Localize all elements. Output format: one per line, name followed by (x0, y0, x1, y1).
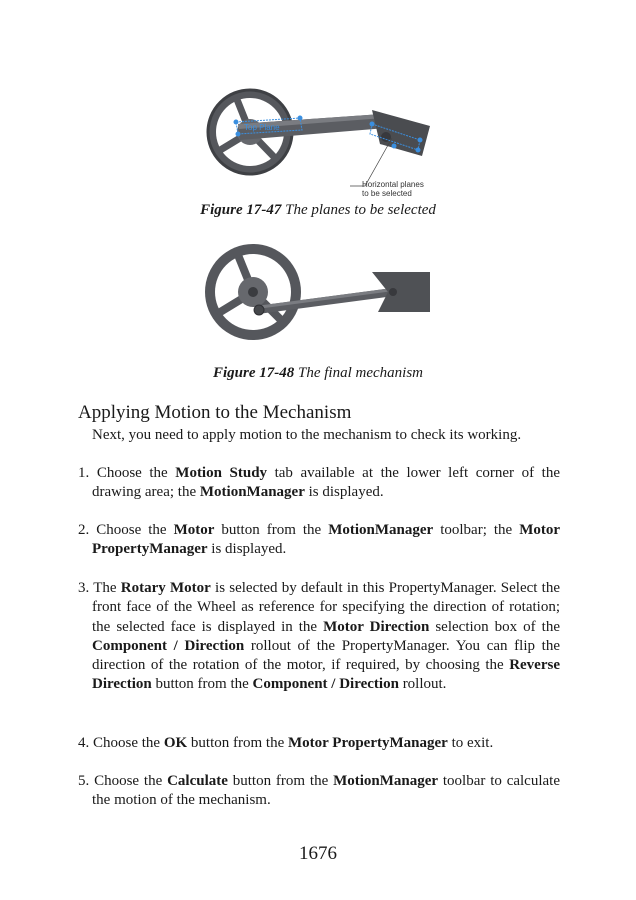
figure-17-48-caption (0, 365, 636, 382)
ui-term: MotionManager (333, 773, 439, 789)
section-intro: Next, you need to apply motion to the mechanism to check its working. (92, 427, 522, 443)
ui-term: Calculate (167, 773, 228, 789)
ui-term: MotionManager (328, 522, 434, 538)
step-number: 5. (78, 773, 90, 789)
final-wheel-shape (205, 244, 301, 340)
annotation-line-2: to be selected (362, 189, 412, 198)
figure-17-48-image (200, 242, 435, 344)
plane-label: Top Plane (244, 123, 280, 132)
ui-term: Reverse Direction (92, 657, 560, 693)
figure-caption-text: The final mechanism (298, 365, 423, 381)
step-1 (78, 464, 560, 503)
step-number: 1. (78, 465, 90, 481)
step-text: is displayed. (304, 484, 384, 501)
figure-caption-text: The planes to be selected (285, 202, 436, 218)
ui-term: Component / Direction (92, 637, 245, 654)
ui-term: Component / Direction (252, 676, 399, 693)
annotation-line-1: Horizontal planes (362, 180, 424, 189)
step-text: rollout of the PropertyManager. You can flip the direction of the rotation of the motor, if required, by choosing the (92, 637, 560, 674)
ui-term: Motor PropertyManager (288, 735, 448, 751)
step-text: tab available at the lower left corner of the drawing area; the (92, 465, 560, 501)
step-text: toolbar; the (433, 522, 520, 538)
ui-term: Rotary Motor (120, 580, 211, 596)
ui-term: Motion Study (175, 465, 268, 481)
ui-term: Motor (173, 522, 215, 538)
step-text: Choose the (89, 465, 176, 481)
step-text: Choose the (89, 735, 164, 751)
figure-number: Figure 17-47 (200, 202, 282, 218)
figure-17-47-image (200, 82, 440, 200)
step-2 (78, 521, 560, 560)
step-text: Choose the (89, 522, 174, 538)
step-text: to exit. (447, 735, 494, 751)
figure-number: Figure 17-48 (212, 365, 295, 381)
step-text: rollout. (398, 676, 447, 693)
ui-term: Motor Direction (323, 618, 430, 635)
step-text: button from the (227, 773, 334, 789)
step-4 (78, 734, 560, 753)
step-text: is displayed. (207, 541, 287, 558)
step-text: selection box of the (429, 618, 560, 635)
ui-term: MotionManager (199, 484, 305, 501)
step-number: 2. (78, 522, 90, 538)
step-text: toolbar to calculate the motion of the mechanism. (92, 773, 560, 809)
step-text: button from the (187, 735, 288, 751)
step-3 (78, 579, 560, 695)
ui-term: OK (163, 735, 188, 751)
step-text: Choose the (89, 773, 168, 789)
figure-17-47-caption (0, 202, 636, 219)
ui-term: Motor PropertyManager (92, 522, 560, 558)
step-text: The (89, 580, 121, 596)
step-5 (78, 772, 560, 811)
step-text: is selected by default in this PropertyManager. Select the front face of the Wheel as reference for specifying the direction of rotation; the selected face is displayed in the (92, 580, 561, 635)
step-text: button from the (214, 522, 329, 538)
step-text: button from the (151, 676, 253, 693)
step-number: 4. (78, 735, 90, 751)
step-number: 3. (78, 580, 90, 596)
page-number: 1676 (299, 843, 337, 864)
section-heading: Applying Motion to the Mechanism (78, 402, 352, 423)
